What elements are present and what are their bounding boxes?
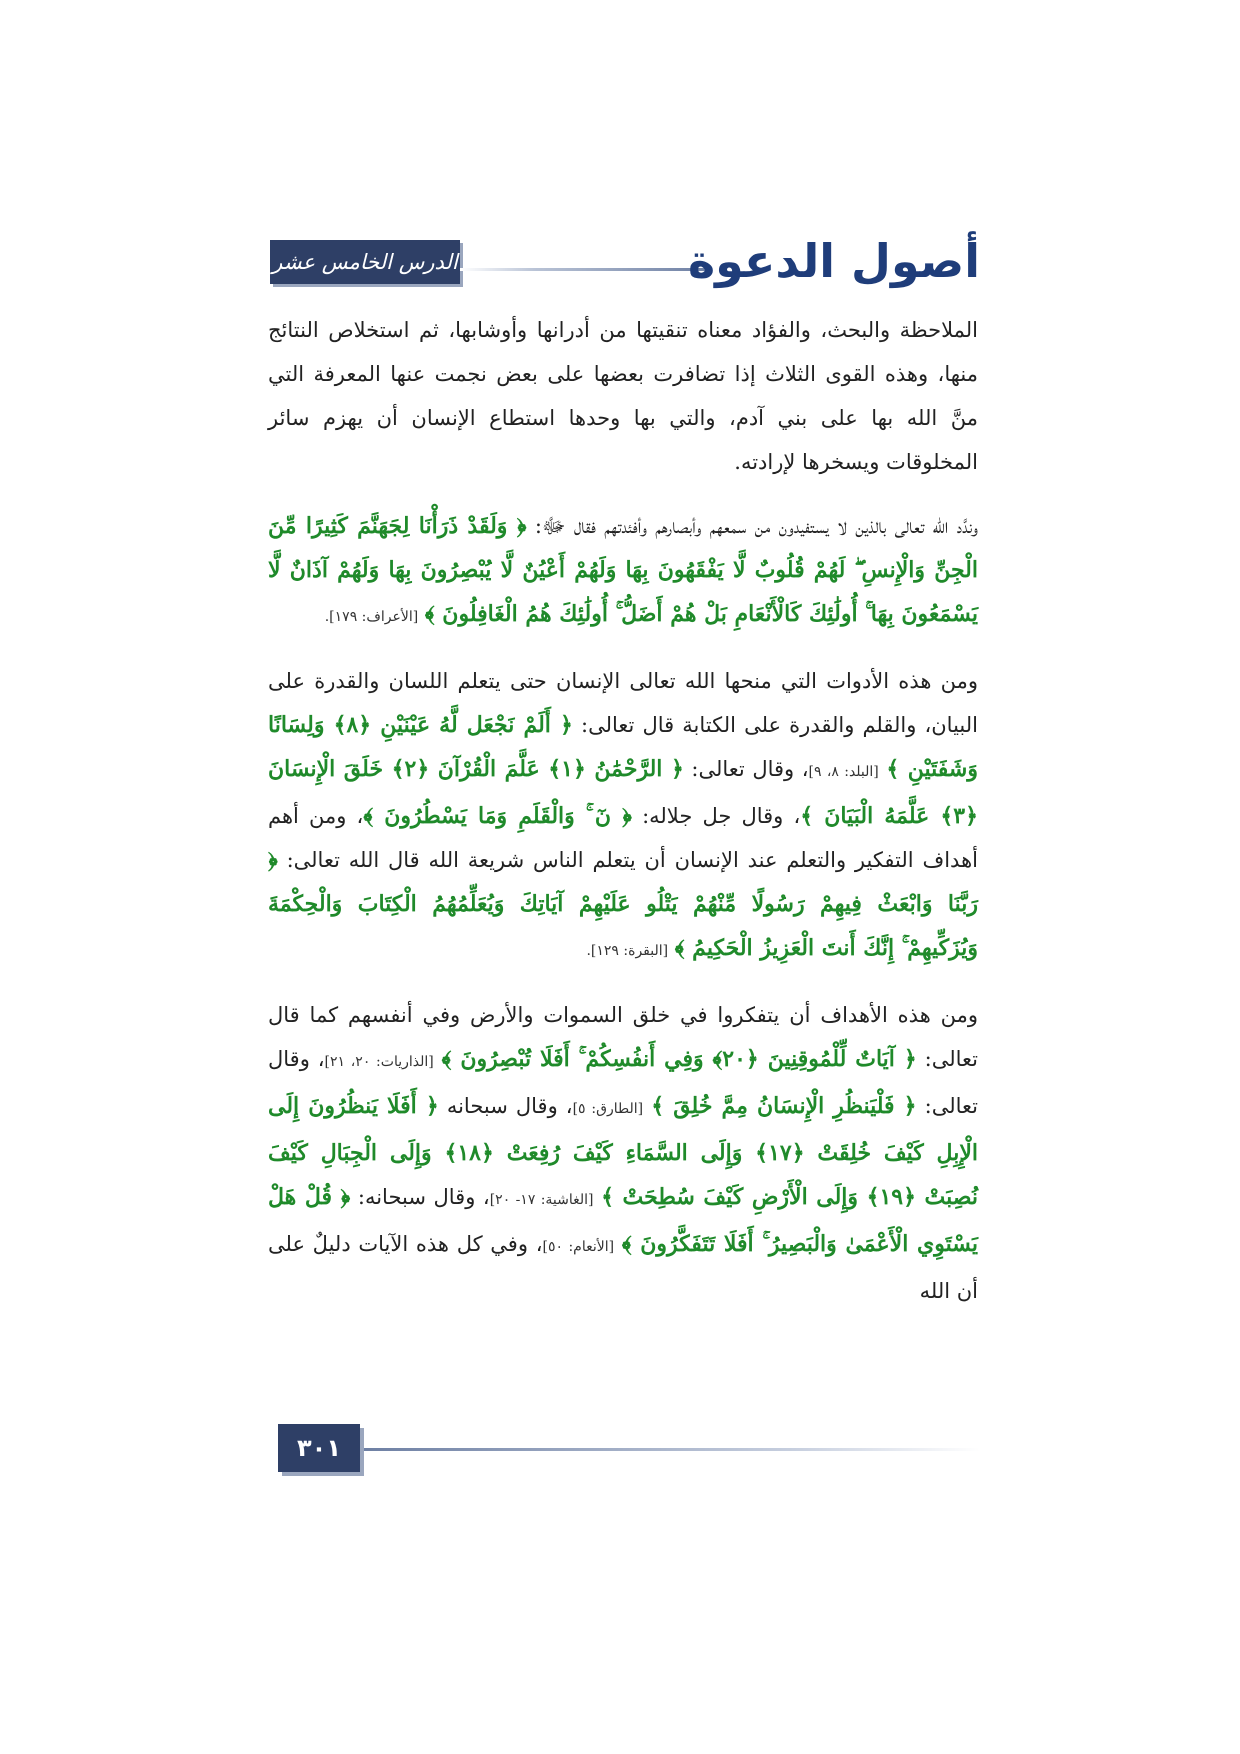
paragraph-2 — [268, 504, 978, 639]
page-number: ٣٠١ — [297, 1434, 341, 1462]
paragraph-1: الملاحظة والبحث، والفؤاد معناه تنقيتها من أدرانها وأوشابها، ثم استخلاص النتائج منها، وهذه القوى الثلاث إذا تضافرت بعضها على بعض نجمت عنها المعرفة التي منَّ الله بها على بني آدم، والتي بها وحدها استطاع الإنسان أن يهزم سائر المخلوقات ويسخرها لإرادته. — [268, 318, 978, 474]
verse-reference: [الأعراف: ١٧٩]. — [324, 609, 419, 625]
quran-verse: ﴿ أَلَمْ نَجْعَل لَّهُ عَيْنَيْنِ ﴿٨﴾ وَلِسَانًا وَشَفَتَيْنِ ﴾ — [268, 712, 978, 782]
book-title: أصول الدعوة — [687, 234, 980, 288]
quran-verse: ﴿ وَلَقَدْ ذَرَأْنَا لِجَهَنَّمَ كَثِيرًا مِّنَ الْجِنِّ وَالْإِنسِ ۖ لَهُمْ قُلُوبٌ لَّا يَفْقَهُونَ بِهَا وَلَهُمْ أَعْيُنٌ لَّا يُبْصِرُونَ بِهَا وَلَهُمْ آذَانٌ لَّا يَسْمَعُونَ بِهَا ۚ أُولَٰئِكَ كَالْأَنْعَامِ بَلْ هُمْ أَضَلُّ ۚ أُولَٰئِكَ هُمُ الْغَافِلُونَ ﴾ — [268, 513, 978, 627]
quran-verse: ﴿ فَلْيَنظُرِ الْإِنسَانُ مِمَّ خُلِقَ ﴾ — [651, 1093, 917, 1119]
quran-verse: ﴿ قُلْ هَلْ يَسْتَوِي الْأَعْمَىٰ وَالْبَصِيرُ ۚ أَفَلَا تَتَفَكَّرُونَ ﴾ — [268, 1184, 978, 1257]
text: ومن هذه الأدوات التي منحها الله تعالى الإنسان حتى يتعلم اللسان والقدرة على البيان، والقلم والقدرة على الكتابة قال تعالى: — [268, 669, 978, 737]
text: ، وقال سبحانه: — [357, 1185, 490, 1209]
quran-verse: ﴿ أَفَلَا يَنظُرُونَ إِلَى الْإِبِلِ كَيْفَ خُلِقَتْ ﴿١٧﴾ وَإِلَى السَّمَاءِ كَيْفَ رُفِعَتْ ﴿١٨﴾ وَإِلَى الْجِبَالِ كَيْفَ نُصِبَتْ ﴿١٩﴾ وَإِلَى الْأَرْضِ كَيْفَ سُطِحَتْ ﴾ — [268, 1093, 978, 1210]
quran-verse: ﴿ الرَّحْمَٰنُ ﴿١﴾ عَلَّمَ الْقُرْآنَ ﴿٢﴾ خَلَقَ الْإِنسَانَ ﴿٣﴾ عَلَّمَهُ الْبَيَانَ ﴾ — [268, 756, 979, 829]
text: ، وقال تعالى: — [691, 757, 809, 781]
text: ، ومن أهم أهداف التفكير والتعلم عند الإنسان أن يتعلم الناس شريعة الله قال الله تعالى: — [268, 804, 978, 872]
text: ، وقال سبحانه — [446, 1094, 573, 1118]
quran-verse: ﴿ رَبَّنَا وَابْعَثْ فِيهِمْ رَسُولًا مِّنْهُمْ يَتْلُو عَلَيْهِمْ آيَاتِكَ وَيُعَلِّمُهُمُ الْكِتَابَ وَالْحِكْمَةَ وَيُزَكِّيهِمْ ۚ إِنَّكَ أَنتَ الْعَزِيزُ الْحَكِيمُ ﴾ — [268, 847, 978, 961]
lesson-label-box — [270, 240, 460, 284]
verse-reference: [الذاريات: ٢٠، ٢١] — [324, 1054, 434, 1070]
quran-verse: ﴿ آيَاتٌ لِّلْمُوقِنِينَ ﴿٢٠﴾ وَفِي أَنفُسِكُمْ ۚ أَفَلَا تُبْصِرُونَ ﴾ — [441, 1046, 917, 1072]
page-number-box — [278, 1424, 360, 1472]
text: ، وفي كل هذه الآيات دليلٌ على أن الله — [268, 1232, 978, 1303]
quran-verse: ﴿ نٓ ۚ وَالْقَلَمِ وَمَا يَسْطُرُونَ ﴾ — [363, 803, 632, 829]
paragraph-3 — [268, 659, 978, 973]
verse-reference: [الغاشية: ١٧- ٢٠] — [489, 1192, 594, 1208]
verse-reference: [الأنعام: ٥٠] — [542, 1239, 615, 1255]
paragraph-4 — [268, 993, 978, 1313]
text: ومن هذه الأهداف أن يتفكروا في خلق السموات والأرض وفي أنفسهم كما قال تعالى: — [268, 1003, 979, 1071]
text: ، وقال جل جلاله: — [642, 804, 801, 828]
text: وندَّد الله تعالى بالذين لا يستفيدون من سمعهم وأبصارهم وأفئدتهم فقال ﷻ: — [534, 514, 978, 538]
footer-divider — [360, 1448, 980, 1451]
verse-reference: [الطارق: ٥] — [572, 1101, 644, 1117]
header-divider — [460, 268, 710, 271]
text: ، وقال تعالى: — [268, 1047, 978, 1118]
verse-reference: [البقرة: ١٢٩]. — [586, 943, 669, 959]
page-header — [270, 234, 980, 292]
body-text — [268, 308, 978, 1313]
verse-reference: [البلد: ٨، ٩] — [808, 764, 879, 780]
lesson-label: الدرس الخامس عشر — [272, 250, 458, 274]
